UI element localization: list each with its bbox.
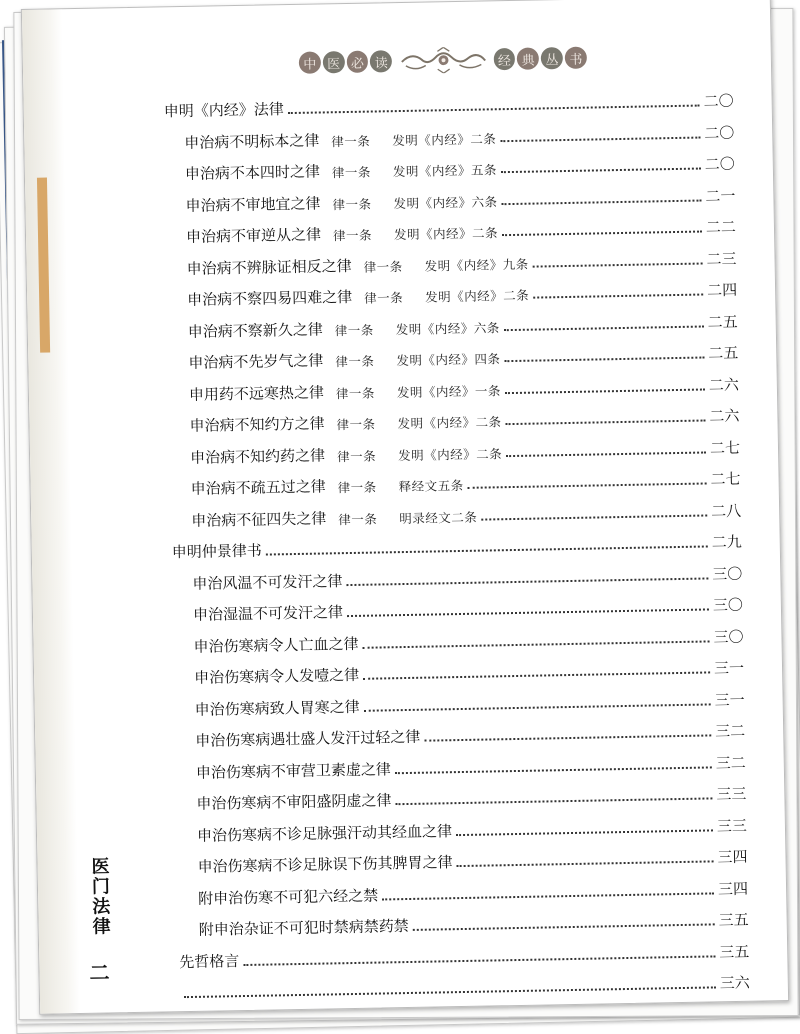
toc-entry-page: 三一 <box>714 690 745 709</box>
toc-entry-note: 发明《内经》四条 <box>396 351 501 369</box>
toc-entry <box>197 809 753 845</box>
toc-entry-page: 二二 <box>705 217 737 237</box>
toc-entry-title: 申治伤寒病不审营卫素虚之律 <box>195 759 392 782</box>
header-char: 医 <box>323 51 345 73</box>
dot-leader <box>395 797 712 805</box>
toc-entry-page: 三一 <box>713 658 745 678</box>
header-char: 丛 <box>541 47 563 69</box>
dot-leader <box>243 955 715 966</box>
toc-entry-title: 申治伤寒病致人胃寒之律 <box>194 697 360 719</box>
dot-leader <box>395 766 712 774</box>
toc-entry-note: 发明《内经》六条 <box>393 193 498 211</box>
toc-entry-page: 三四 <box>717 879 749 898</box>
toc-entry <box>193 620 749 656</box>
toc-entry-title: 申治病不审逆从之律 <box>185 225 322 246</box>
header-char: 书 <box>565 47 587 69</box>
toc-entry <box>198 904 754 940</box>
toc-entry-page: 二一 <box>705 186 736 205</box>
toc-entry-page: 二〇 <box>704 123 735 142</box>
toc-entry-page: 二四 <box>706 280 738 300</box>
dot-leader <box>500 136 700 142</box>
toc-entry-note: 律一条 <box>335 385 376 401</box>
toc-entry-note: 律一条 <box>335 353 375 370</box>
toc-entry-title: 申明仲景律书 <box>171 541 262 562</box>
toc-entry-page: 三五 <box>719 942 750 961</box>
toc-entry-page: 三六 <box>719 973 750 993</box>
toc-entry <box>187 274 743 310</box>
dot-leader <box>501 168 701 174</box>
series-header <box>299 44 589 77</box>
toc-entry-page: 二六 <box>709 406 740 426</box>
header-char: 必 <box>346 51 368 73</box>
dot-leader <box>456 829 713 836</box>
toc-entry <box>184 116 740 152</box>
toc-entry <box>187 305 743 341</box>
toc-entry <box>190 431 746 467</box>
toc-entry-page: 二七 <box>709 438 741 457</box>
toc-entry-page: 二九 <box>711 532 742 552</box>
toc-entry-page: 二七 <box>710 469 741 489</box>
toc-entry-note: 律一条 <box>336 416 376 433</box>
toc-entry-title: 申治伤寒病不审阳盛阴虚之律 <box>196 791 392 813</box>
toc-entry <box>194 683 750 719</box>
toc-entry-page: 三三 <box>716 816 748 835</box>
toc-entry-title: 申治病不知约药之律 <box>189 445 326 467</box>
toc-entry <box>186 211 742 247</box>
toc-entry <box>179 935 755 972</box>
header-char: 读 <box>370 50 392 72</box>
toc-entry-note: 发明《内经》二条 <box>425 287 530 305</box>
toc-entry-note: 发明《内经》二条 <box>397 445 503 463</box>
dot-leader <box>502 199 702 205</box>
toc-entry <box>197 841 753 877</box>
toc-entry-title: 申治病不明标本之律 <box>184 131 320 152</box>
toc-entry-title: 申治伤寒病不诊足脉误下伤其脾胃之律 <box>197 853 453 876</box>
toc-entry-page: 二〇 <box>704 154 735 174</box>
page-number: 二 <box>89 960 110 985</box>
toc-entry <box>180 967 756 1004</box>
toc-entry-title: 申治伤寒病不诊足脉强汗动其经血之律 <box>196 821 453 845</box>
toc-entry <box>185 179 741 215</box>
toc-entry-page: 二八 <box>710 501 742 520</box>
dot-leader <box>468 482 707 488</box>
dot-leader <box>533 262 703 267</box>
toc-entry-note: 律一条 <box>334 322 374 338</box>
dot-leader <box>413 923 715 931</box>
toc-entry-note: 发明《内经》二条 <box>393 225 499 243</box>
book-title-vertical: 医门法律 <box>88 856 111 937</box>
toc-entry-page: 三四 <box>717 847 748 867</box>
dragon-ornament-icon <box>398 46 490 74</box>
toc-entry-page: 二六 <box>708 375 740 394</box>
toc-entry-page: 三五 <box>718 910 749 930</box>
toc-entry-title: 申治病不本四时之律 <box>184 162 321 183</box>
toc-entry-page: 三二 <box>715 753 746 772</box>
dot-leader <box>363 640 710 648</box>
dot-leader <box>347 608 709 617</box>
toc-entry-note: 发明《内经》五条 <box>392 162 498 180</box>
toc-entry-title: 先哲格言 <box>179 951 240 971</box>
dot-leader <box>382 892 714 900</box>
dot-leader <box>288 105 700 115</box>
toc-entry-title: 申治病不察新久之律 <box>187 319 323 341</box>
toc-entry <box>172 526 748 563</box>
toc-entry-title: 申治伤寒病令人发噎之律 <box>193 665 360 687</box>
toc-entry-note: 发明《内经》二条 <box>392 130 497 148</box>
toc-entry-title: 申明《内经》法律 <box>163 100 284 121</box>
toc-entry-note: 律一条 <box>363 258 403 275</box>
toc-entry-note: 律一条 <box>331 133 371 149</box>
toc-entry-page: 三二 <box>715 721 746 741</box>
toc-entry-note: 律一条 <box>338 511 378 527</box>
toc-entry-title: 申治病不辨脉证相反之律 <box>186 256 352 278</box>
dot-leader <box>424 734 711 741</box>
dot-leader <box>346 577 708 586</box>
toc-entry-page: 三〇 <box>713 627 744 646</box>
toc-entry <box>192 557 748 593</box>
toc-entry <box>196 778 752 814</box>
toc-entry <box>196 746 752 782</box>
toc-entry <box>190 463 746 499</box>
toc-entry <box>189 400 745 436</box>
toc-entry <box>163 85 739 122</box>
toc-entry-note: 律一条 <box>364 289 404 306</box>
toc-entry <box>185 148 741 184</box>
toc-entry <box>194 652 750 688</box>
toc-entry-page: 三〇 <box>712 595 744 615</box>
toc-entry <box>195 715 751 751</box>
header-char: 中 <box>299 51 321 73</box>
toc-entry-title: 申治病不疏五过之律 <box>190 477 326 498</box>
dot-leader <box>505 388 705 394</box>
toc-entry-page: 三三 <box>716 784 747 804</box>
dot-leader <box>481 514 707 520</box>
toc-entry-title: 申治病不察四易四难之律 <box>187 287 353 309</box>
dot-leader <box>502 231 702 237</box>
dot-leader <box>504 325 704 331</box>
dot-leader <box>533 294 703 299</box>
header-char: 经 <box>493 48 515 70</box>
toc-entry-title: 附申治伤寒不可犯六经之禁 <box>198 886 379 908</box>
toc-entry-title: 申治伤寒病遇壮盛人发汗过轻之律 <box>195 727 421 750</box>
toc-entry <box>186 242 742 278</box>
toc-entry <box>191 494 747 530</box>
dot-leader <box>363 671 710 679</box>
toc-entry <box>189 368 745 404</box>
toc-entry-page: 二〇 <box>703 91 734 111</box>
dot-leader <box>506 419 706 425</box>
toc-entry-title: 申治湿温不可发汗之律 <box>192 603 344 624</box>
toc-entry <box>198 872 754 908</box>
toc-entry-note: 律一条 <box>337 479 377 496</box>
dot-leader <box>266 545 708 555</box>
toc-entry-note: 明录经文二条 <box>399 509 478 526</box>
toc-page <box>21 0 789 1015</box>
toc-entry-note: 发明《内经》一条 <box>396 382 502 400</box>
toc-entry-title: 附申治杂证不可犯时禁病禁药禁 <box>198 917 409 939</box>
header-char: 典 <box>517 47 539 69</box>
toc-entry-title: 申治病不先岁气之律 <box>188 351 324 372</box>
dot-leader <box>504 356 704 362</box>
dot-leader <box>506 451 706 457</box>
toc-entry-note: 释经文五条 <box>398 477 464 495</box>
dot-leader <box>457 860 714 867</box>
toc-entry-page: 二五 <box>708 343 739 363</box>
toc-entry <box>188 337 744 373</box>
toc-entry-title: 申治风温不可发汗之律 <box>192 571 343 593</box>
toc-entry-note: 发明《内经》九条 <box>424 256 529 274</box>
toc-entry-page: 二五 <box>707 312 738 331</box>
toc-entry-note: 发明《内经》六条 <box>395 319 500 337</box>
toc-entry-title: 申治病不知约方之律 <box>189 414 325 435</box>
toc-entry-note: 律一条 <box>332 196 372 212</box>
toc-entry-note: 发明《内经》二条 <box>397 414 502 432</box>
toc-entry-note: 律一条 <box>332 227 373 244</box>
toc-entry-title: 申用药不远寒热之律 <box>188 382 325 404</box>
toc-entry-title: 申治伤寒病令人亡血之律 <box>193 634 359 656</box>
toc-entry-page: 二三 <box>706 249 737 268</box>
toc-entry-page: 三〇 <box>712 564 743 583</box>
toc-entry <box>193 589 749 625</box>
dot-leader <box>364 703 711 711</box>
dot-leader <box>184 986 716 998</box>
toc-entry-note: 律一条 <box>336 448 377 464</box>
toc-entry-title: 申治病不审地宜之律 <box>185 193 321 215</box>
toc-entry-note: 律一条 <box>331 164 372 181</box>
toc-entry-title: 申治病不征四失之律 <box>191 508 327 530</box>
